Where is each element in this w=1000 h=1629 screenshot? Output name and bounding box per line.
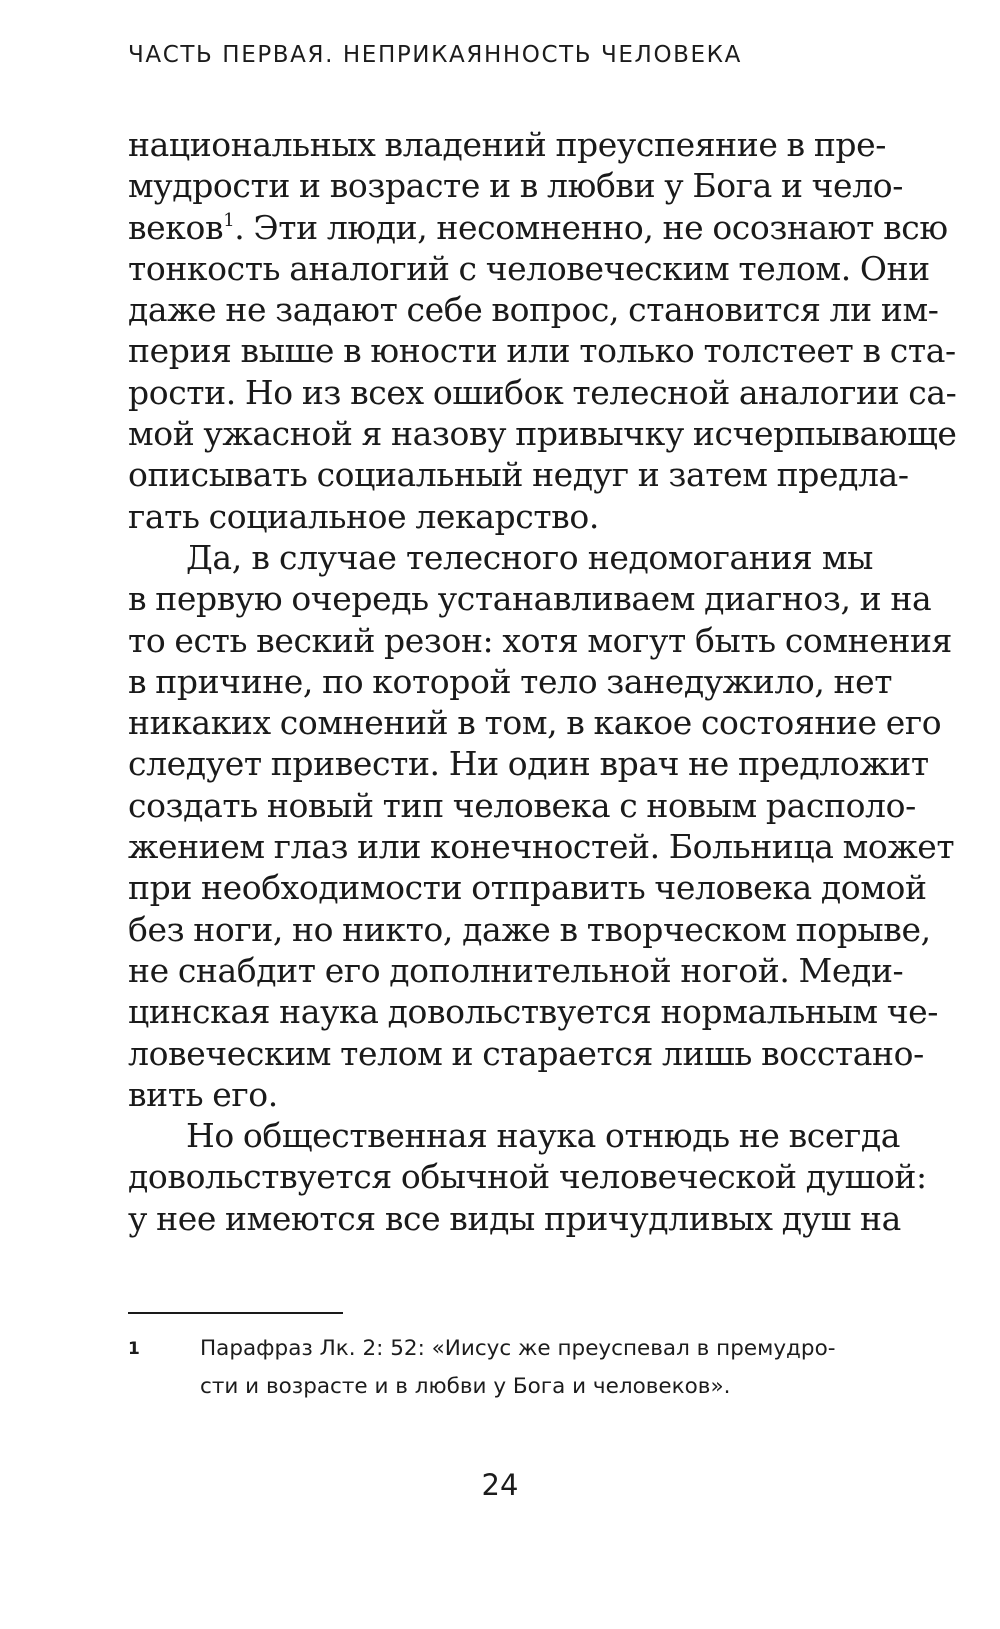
running-head: ЧАСТЬ ПЕРВАЯ. НЕПРИКАЯННОСТЬ ЧЕЛОВЕКА <box>128 42 742 68</box>
body-text <box>128 124 957 1239</box>
paragraph-3 <box>128 1115 927 1239</box>
text-line: создать новый тип человека с новым располо- <box>128 785 916 825</box>
text-line: описывать социальный недуг и затем предла- <box>128 455 909 495</box>
footnote-number: 1 <box>128 1339 140 1359</box>
text-line: Да, в случае телесного недомогания мы <box>186 537 873 577</box>
footnote-divider <box>128 1312 343 1314</box>
text-line: при необходимости отправить человека домой <box>128 868 927 908</box>
footnote-line: сти и возрасте и в любви у Бога и человеков». <box>200 1374 731 1399</box>
text-line: перия выше в юности или только толстеет в ста- <box>128 331 956 371</box>
text-line: тонкость аналогий с человеческим телом. Они <box>128 248 930 288</box>
text-line: никаких сомнений в том, в какое состояние его <box>128 703 942 743</box>
text-line: мудрости и возрасте и в любви у Бога и чело- <box>128 166 903 206</box>
text-fragment: веков <box>128 207 224 247</box>
text-line: Но общественная наука отнюдь не всегда <box>186 1116 901 1156</box>
text-line: даже не задают себе вопрос, становится ли им- <box>128 290 939 330</box>
text-line: рости. Но из всех ошибок телесной аналогии са- <box>128 372 957 412</box>
text-line <box>128 207 948 248</box>
text-line: цинская наука довольствуется нормальным че- <box>128 992 939 1032</box>
text-line: не снабдит его дополнительной ногой. Меди- <box>128 950 904 990</box>
text-line: то есть веский резон: хотя могут быть сомнения <box>128 620 952 660</box>
footnote-line: Парафраз Лк. 2: 52: «Иисус же преуспевал в премудро- <box>200 1336 836 1361</box>
footnote-text <box>200 1330 873 1406</box>
paragraph-2 <box>128 537 955 1115</box>
paragraph-1 <box>128 124 957 537</box>
text-fragment: . Эти люди, несомненно, не осознают всю <box>234 207 948 247</box>
text-line: жением глаз или конечностей. Больница может <box>128 827 955 867</box>
text-line: гать социальное лекарство. <box>128 496 599 536</box>
footnote-reference[interactable]: 1 <box>223 209 235 231</box>
text-line: в первую очередь устанавливаем диагноз, и на <box>128 579 932 619</box>
text-line: довольствуется обычной человеческой душой: <box>128 1157 927 1197</box>
page-number: 24 <box>481 1468 519 1502</box>
text-line: ловеческим телом и старается лишь восстано- <box>128 1033 924 1073</box>
text-line: в причине, по которой тело занедужило, нет <box>128 661 893 701</box>
text-line: у нее имеются все виды причудливых душ на <box>128 1198 901 1238</box>
footnote <box>128 1330 873 1406</box>
text-line: без ноги, но никто, даже в творческом порыве, <box>128 909 931 949</box>
text-line: национальных владений преуспеяние в пре- <box>128 125 887 164</box>
text-line: мой ужасной я назову привычку исчерпывающе <box>128 414 957 454</box>
text-line: следует привести. Ни один врач не предложит <box>128 744 929 784</box>
text-line: вить его. <box>128 1074 278 1114</box>
